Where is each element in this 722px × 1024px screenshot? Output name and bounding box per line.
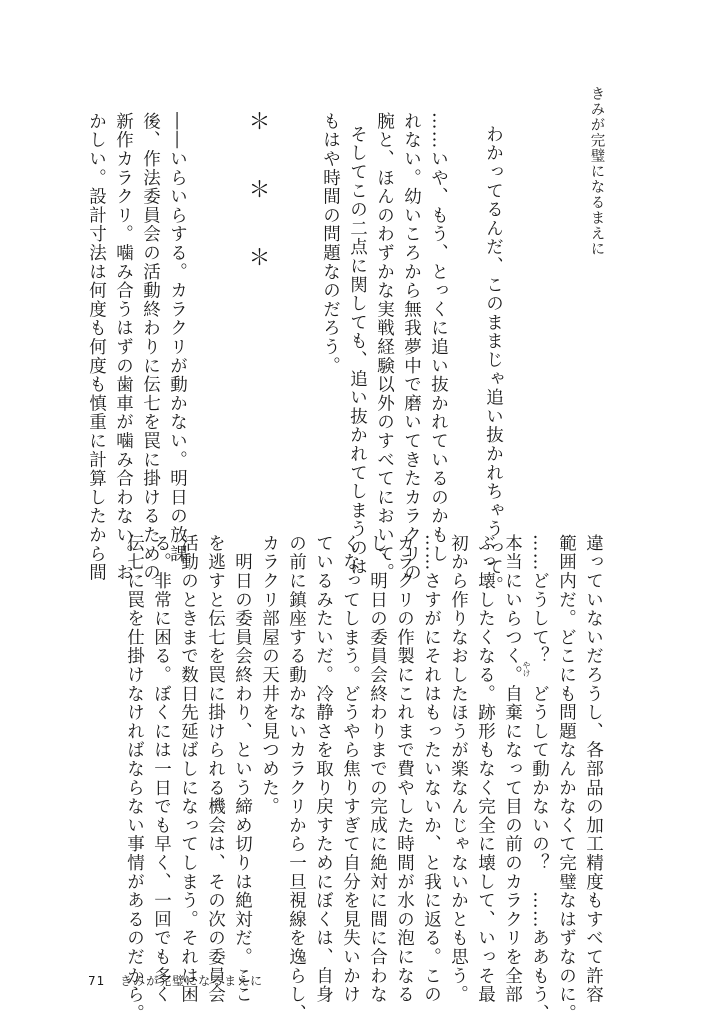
text-line: カラクリ部屋の天井を見つめた。	[259, 534, 280, 816]
text-line: 初から作りなおしたほうが楽なんじゃないかとも思う。	[448, 534, 469, 1004]
text-line: ……どうして？ どうして動かないの？ ……ああもう、	[529, 534, 550, 1023]
text-line: れない。幼いころから無我夢中で磨いてきたカラクリの	[401, 112, 422, 582]
text-line: わかってるんだ、このままじゃ追い抜かれちゃうって。	[483, 125, 504, 595]
text-line: ているみたいだ。冷静さを取り戻すためにぼくは、自身	[313, 534, 334, 1004]
text-line: ……いや、もう、とっくに追い抜かれているのかもし	[428, 112, 449, 564]
page-footer	[88, 972, 263, 989]
text-line: 後、作法委員会の活動終わりに伝七を罠に掛けるための	[140, 112, 161, 582]
text-line: る。非常に困る。ぼくには一日でも早く、一回でも多く	[151, 534, 172, 1004]
text-line: 腕と、ほんのわずかな実戦経験以外のすべてにおいて。	[374, 112, 395, 582]
text-line: カラクリの作製にこれまで費やした時間が水の泡になる	[394, 534, 415, 1004]
text-line: かしい。設計寸法は何度も何度も慎重に計算したから間	[86, 112, 107, 582]
text-line: もはや時間の問題なのだろう。	[320, 112, 341, 376]
text-line: ……さすがにそれはもったいないか、と我に返る。この	[421, 534, 442, 1004]
page-number: 71	[88, 974, 106, 988]
text-line: ぶっ壊したくなる。跡形もなく完全に壊して、いっそ最	[475, 534, 496, 1004]
text-line: の前に鎮座する動かないカラクリから一旦視線を逸らし、	[286, 534, 307, 1023]
ruby-annotation: やけ	[522, 661, 531, 677]
text-line: くなってしまう。どうやら焦りすぎて自分を見失いかけ	[340, 534, 361, 1004]
chapter-title: きみが完璧になるまえに	[588, 86, 605, 257]
text-line: 違っていないだろうし、各部品の加工精度もすべて許容	[583, 534, 604, 1004]
text-line: し、明日の委員会終わりまでの完成に絶対に間に合わな	[367, 534, 388, 1004]
text-line: を逃すと伝七を罠に掛けられる機会は、その次の委員会	[205, 534, 226, 1004]
text-line: 本当にいらつく。自棄になって目の前のカラクリを全部	[502, 534, 523, 1004]
text-line: 活動のときまで数日先延ばしになってしまう。それは困	[178, 534, 199, 1004]
text-line: ――いらいらする。カラクリが動かない。明日の放課	[167, 112, 188, 564]
running-title: きみが完璧になるまえに	[120, 974, 264, 988]
text-line: 明日の委員会終わり、という締め切りは絶対だ。ここ	[232, 534, 253, 1004]
text-line: 新作カラクリ。噛み合うはずの歯車が噛み合わない。お	[113, 112, 134, 582]
text-line: そしてこの二点に関しても、追い抜かれてしまうのは	[347, 125, 368, 577]
text-line: 伝七に罠を仕掛けなければならない事情があるのだから。	[124, 534, 145, 1023]
text-line: 範囲内だ。どこにも問題なんかなくて完璧なはずなのに。	[556, 534, 577, 1023]
section-break: ＊ ＊ ＊	[245, 110, 270, 280]
